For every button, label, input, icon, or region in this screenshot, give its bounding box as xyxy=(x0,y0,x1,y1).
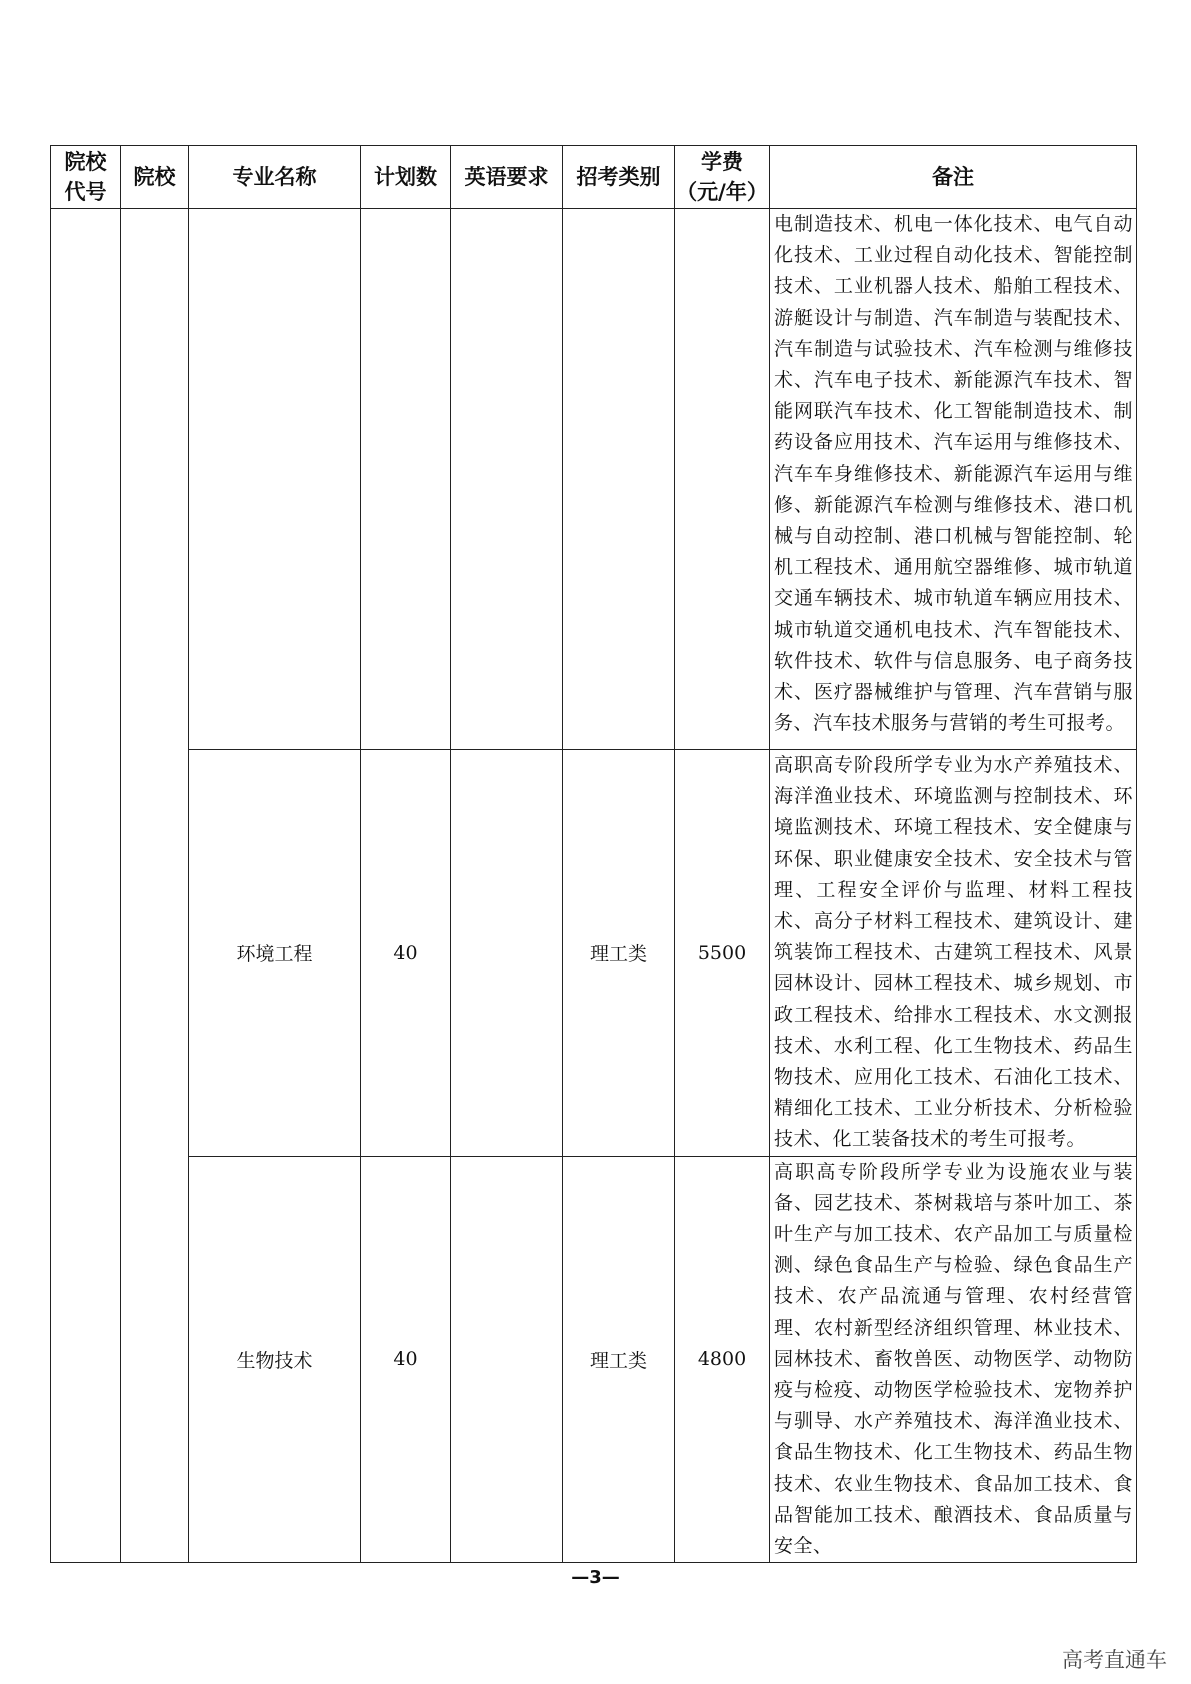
header-row xyxy=(51,146,1137,209)
cell-major: 环境工程 xyxy=(189,750,361,1157)
cell-category xyxy=(563,209,675,750)
cell-remark: 电制造技术、机电一体化技术、电气自动化技术、工业过程自动化技术、智能控制技术、工业机器人技术、船舶工程技术、游艇设计与制造、汽车制造与装配技术、汽车制造与试验技术、汽车检测与维修技术、汽车电子技术、新能源汽车技术、智能网联汽车技术、化工智能制造技术、制药设备应用技术、汽车运用与维修技术、汽车车身维修技术、新能源汽车运用与维修、新能源汽车检测与维修技术、港口机械与自动控制、港口机械与智能控制、轮机工程技术、通用航空器维修、城市轨道交通车辆技术、城市轨道车辆应用技术、城市轨道交通机电技术、汽车智能技术、软件技术、软件与信息服务、电子商务技术、医疗器械维护与管理、汽车营销与服务、汽车技术服务与营销的考生可报考。 xyxy=(770,209,1137,750)
cell-english xyxy=(451,750,563,1157)
header-tuition: 学费 （元/年） xyxy=(675,146,770,209)
cell-major: 生物技术 xyxy=(189,1156,361,1563)
cell-tuition xyxy=(675,209,770,750)
table-row xyxy=(51,209,1137,750)
cell-remark: 高职高专阶段所学专业为设施农业与装备、园艺技术、茶树栽培与茶叶加工、茶叶生产与加工技术、农产品加工与质量检测、绿色食品生产与检验、绿色食品生产技术、农产品流通与管理、农村经营管理、农村新型经济组织管理、林业技术、园林技术、畜牧兽医、动物医学、动物防疫与检疫、动物医学检验技术、宠物养护与驯导、水产养殖技术、海洋渔业技术、食品生物技术、化工生物技术、药品生物技术、农业生物技术、食品加工技术、食品智能加工技术、酿酒技术、食品质量与安全、 xyxy=(770,1156,1137,1563)
enrollment-table xyxy=(50,145,1137,1563)
cell-tuition: 4800 xyxy=(675,1156,770,1563)
header-remark: 备注 xyxy=(770,146,1137,209)
cell-remark: 高职高专阶段所学专业为水产养殖技术、海洋渔业技术、环境监测与控制技术、环境监测技术、环境工程技术、安全健康与环保、职业健康安全技术、安全技术与管理、工程安全评价与监理、材料工程技术、高分子材料工程技术、建筑设计、建筑装饰工程技术、古建筑工程技术、风景园林设计、园林工程技术、城乡规划、市政工程技术、给排水工程技术、水文测报技术、水利工程、化工生物技术、药品生物技术、应用化工技术、石油化工技术、精细化工技术、工业分析技术、分析检验技术、化工装备技术的考生可报考。 xyxy=(770,750,1137,1157)
header-english: 英语要求 xyxy=(451,146,563,209)
cell-plan: 40 xyxy=(361,1156,451,1563)
cell-major xyxy=(189,209,361,750)
cell-category: 理工类 xyxy=(563,1156,675,1563)
cell-category: 理工类 xyxy=(563,750,675,1157)
watermark: 高考直通车 xyxy=(1062,1648,1167,1672)
cell-english xyxy=(451,209,563,750)
header-school: 院校 xyxy=(121,146,189,209)
header-school-code: 院校 代号 xyxy=(51,146,121,209)
header-major: 专业名称 xyxy=(189,146,361,209)
cell-tuition: 5500 xyxy=(675,750,770,1157)
cell-plan: 40 xyxy=(361,750,451,1157)
cell-plan xyxy=(361,209,451,750)
header-plan: 计划数 xyxy=(361,146,451,209)
cell-english xyxy=(451,1156,563,1563)
table-row xyxy=(51,750,1137,1157)
page-number: —3— xyxy=(571,1567,620,1588)
table-row xyxy=(51,1156,1137,1563)
cell-school-code xyxy=(51,209,121,1563)
header-category: 招考类别 xyxy=(563,146,675,209)
cell-school xyxy=(121,209,189,1563)
